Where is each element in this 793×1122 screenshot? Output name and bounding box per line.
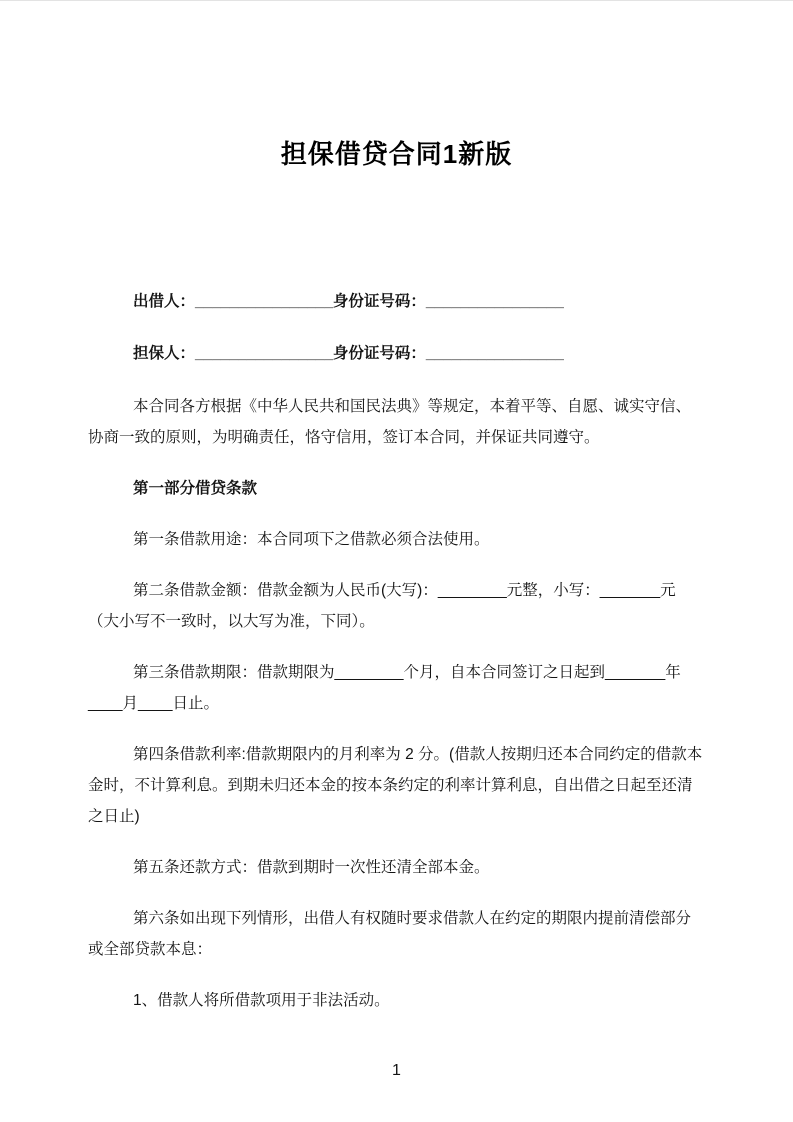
clause-6-item-1: 1、借款人将所借款项用于非法活动。	[133, 992, 390, 1009]
clause-1-purpose: 第一条借款用途：本合同项下之借款必须合法使用。	[133, 531, 490, 548]
document-title: 担保借贷合同1新版	[280, 139, 513, 169]
page-number: 1	[392, 1062, 401, 1079]
document-body	[88, 391, 705, 1016]
heading-part-one: 第一部分借贷条款	[133, 480, 258, 497]
clause-6-early-repayment: 第六条如出现下列情形，出借人有权随时要求借款人在约定的期限内提前清偿部分或全部贷款本息：	[88, 910, 692, 958]
paragraph-preamble: 本合同各方根据《中华人民共和国民法典》等规定，本着平等、自愿、诚实守信、协商一致的原则，为明确责任，恪守信用，签订本合同，并保证共同遵守。	[88, 398, 692, 446]
party-line-lender: 出借人：________________身份证号码：________________	[133, 293, 564, 310]
party-block	[88, 287, 705, 369]
clause-5-repayment: 第五条还款方式：借款到期时一次性还清全部本金。	[133, 859, 490, 876]
clause-4-interest: 第四条借款利率:借款期限内的月利率为 2 分。(借款人按期归还本合同约定的借款本金时，不计算利息。到期未归还本金的按本条约定的利率计算利息，自出借之日起至还清之日止)	[88, 746, 703, 825]
clause-2-amount: 第二条借款金额：借款金额为人民币(大写)：________元整，小写：_______元（大小写不一致时，以大写为准，下同）。	[88, 582, 676, 630]
clause-3-term: 第三条借款期限：借款期限为________个月，自本合同签订之日起到_______年____月____日止。	[88, 664, 681, 712]
party-line-guarantor: 担保人：________________身份证号码：________________	[133, 345, 564, 362]
